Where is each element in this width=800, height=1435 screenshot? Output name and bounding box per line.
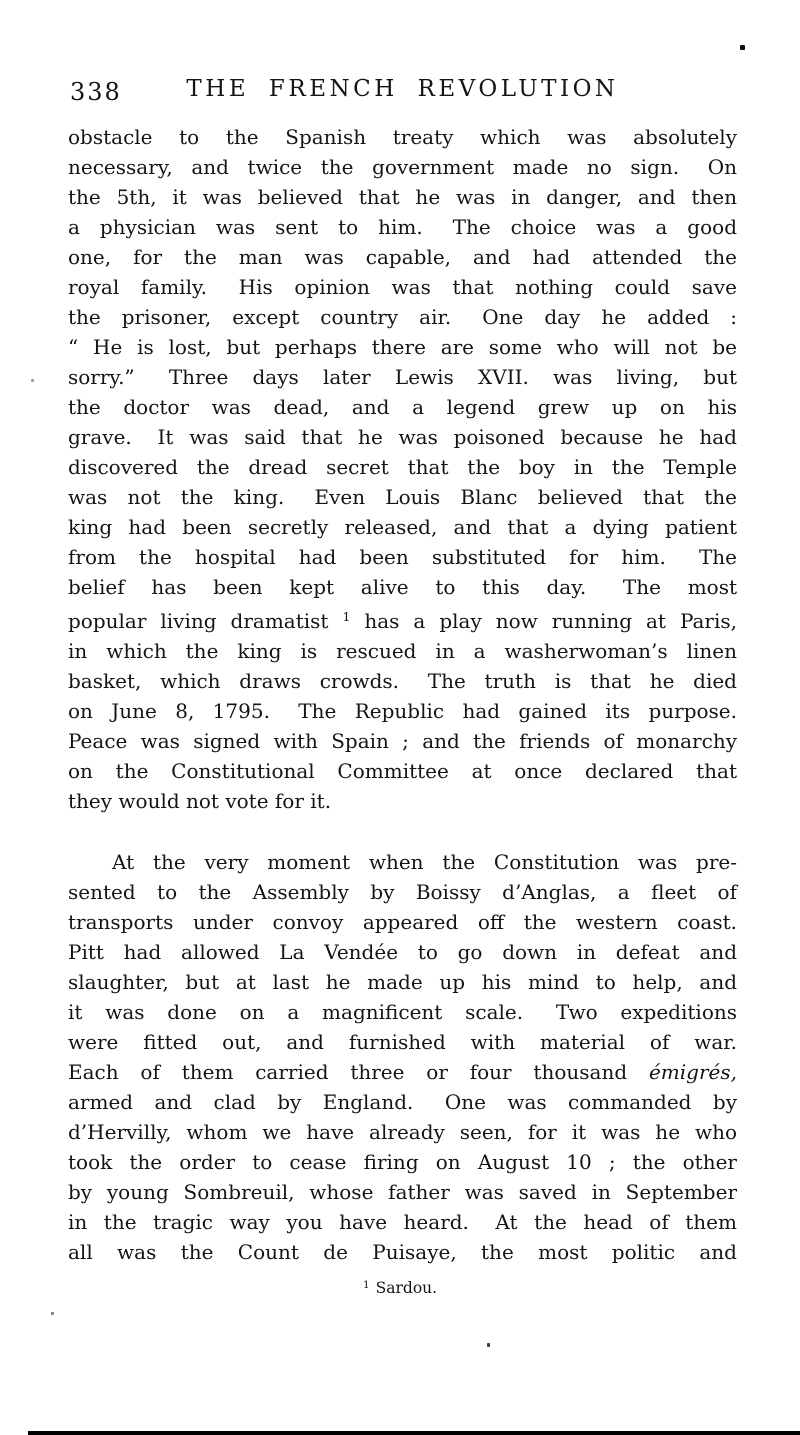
footnote (0, 1272, 800, 1301)
text-line (68, 967, 737, 997)
text-segment: transports under convoy appeared off the western coast. (68, 910, 737, 934)
text-line (68, 572, 737, 602)
text-line (68, 1117, 737, 1147)
text-line (68, 847, 737, 877)
text-line (68, 302, 737, 332)
text-line (68, 242, 737, 272)
page-body (68, 122, 737, 1267)
text-line (68, 212, 737, 242)
text-segment: sorry.” Three days later Lewis XVII. was living, but (68, 365, 737, 389)
text-segment: Pitt had allowed La Vendée to go down in defeat and (68, 940, 737, 964)
text-line (68, 1237, 737, 1267)
text-line (68, 1087, 737, 1117)
text-segment: the doctor was dead, and a legend grew up on his (68, 395, 737, 419)
text-segment: one, for the man was capable, and had attended the (68, 245, 737, 269)
text-line (68, 666, 737, 696)
text-line (68, 636, 737, 666)
text-segment: discovered the dread secret that the boy in the Temple (68, 455, 737, 479)
footnote-marker: 1 (362, 1279, 370, 1291)
text-line (68, 726, 737, 756)
text-segment: At the very moment when the Constitution was pre- (112, 850, 737, 874)
scan-edge-artifact (28, 1431, 800, 1435)
scan-speck (487, 1343, 490, 1347)
text-line (68, 937, 737, 967)
text-segment: popular living dramatist (68, 609, 343, 633)
scan-speck (51, 1312, 54, 1315)
text-segment: grave. It was said that he was poisoned because he had (68, 425, 737, 449)
text-segment: royal family. His opinion was that nothing could save (68, 275, 737, 299)
text-segment: from the hospital had been substituted for him. The (68, 545, 737, 569)
text-segment: a physician was sent to him. The choice was a good (68, 215, 737, 239)
text-line (68, 786, 737, 816)
text-segment: émigrés, (648, 1060, 737, 1084)
text-line (68, 452, 737, 482)
text-line (68, 482, 737, 512)
footnote-text: Sardou. (375, 1279, 438, 1297)
text-line (68, 877, 737, 907)
page-number: 338 (70, 78, 122, 106)
text-line (68, 1177, 737, 1207)
scan-speck (31, 379, 34, 382)
text-segment: sented to the Assembly by Boissy d’Anglas, a fleet of (68, 880, 737, 904)
text-segment: was not the king. Even Louis Blanc believed that the (68, 485, 737, 509)
text-line (68, 1147, 737, 1177)
text-line (68, 1027, 737, 1057)
text-segment: basket, which draws crowds. The truth is that he died (68, 669, 737, 693)
text-line (68, 997, 737, 1027)
text-segment: the prisoner, except country air. One day he added : (68, 305, 737, 329)
footnote-reference: 1 (342, 609, 351, 624)
text-line (68, 542, 737, 572)
text-segment: has a play now running at Paris, (350, 609, 738, 633)
text-line (68, 392, 737, 422)
text-line (68, 422, 737, 452)
text-line (68, 272, 737, 302)
text-segment: Each of them carried three or four thousand (68, 1060, 649, 1084)
text-segment: on June 8, 1795. The Republic had gained its purpose. (68, 699, 737, 723)
text-segment: it was done on a magnificent scale. Two expeditions (68, 1000, 737, 1024)
text-segment: armed and clad by England. One was commanded by (68, 1090, 737, 1114)
text-segment: obstacle to the Spanish treaty which was absolutely (68, 125, 737, 149)
text-segment: Peace was signed with Spain ; and the friends of monarchy (68, 729, 737, 753)
text-line (68, 602, 737, 636)
text-segment: in the tragic way you have heard. At the head of them (68, 1210, 737, 1234)
text-line (68, 1057, 737, 1087)
text-line (68, 152, 737, 182)
text-line (68, 696, 737, 726)
text-line (68, 122, 737, 152)
text-segment: in which the king is rescued in a washerwoman’s linen (68, 639, 737, 663)
text-line (68, 182, 737, 212)
text-line (68, 332, 737, 362)
text-segment: “ He is lost, but perhaps there are some who will not be (68, 335, 737, 359)
text-segment: were fitted out, and furnished with material of war. (68, 1030, 737, 1054)
text-segment: they would not vote for it. (68, 789, 332, 813)
text-segment: slaughter, but at last he made up his mind to help, and (68, 970, 737, 994)
text-line (68, 756, 737, 786)
text-segment: all was the Count de Puisaye, the most politic and (68, 1240, 737, 1264)
text-segment: d’Hervilly, whom we have already seen, for it was he who (68, 1120, 737, 1144)
paragraph-1 (68, 122, 737, 816)
text-segment: by young Sombreuil, whose father was saved in September (68, 1180, 737, 1204)
page-header (68, 76, 737, 108)
text-line (68, 1207, 737, 1237)
text-line (68, 512, 737, 542)
text-segment: took the order to cease firing on August 10 ; the other (68, 1150, 737, 1174)
text-segment: on the Constitutional Committee at once declared that (68, 759, 737, 783)
scan-speck (740, 45, 745, 50)
text-line (68, 362, 737, 392)
text-segment: belief has been kept alive to this day. The most (68, 575, 737, 599)
text-segment: the 5th, it was believed that he was in danger, and then (68, 185, 737, 209)
text-segment: necessary, and twice the government made no sign. On (68, 155, 737, 179)
text-line (68, 907, 737, 937)
paragraph-2 (68, 847, 737, 1267)
text-segment: king had been secretly released, and that a dying patient (68, 515, 737, 539)
running-title: THE FRENCH REVOLUTION (186, 76, 619, 102)
